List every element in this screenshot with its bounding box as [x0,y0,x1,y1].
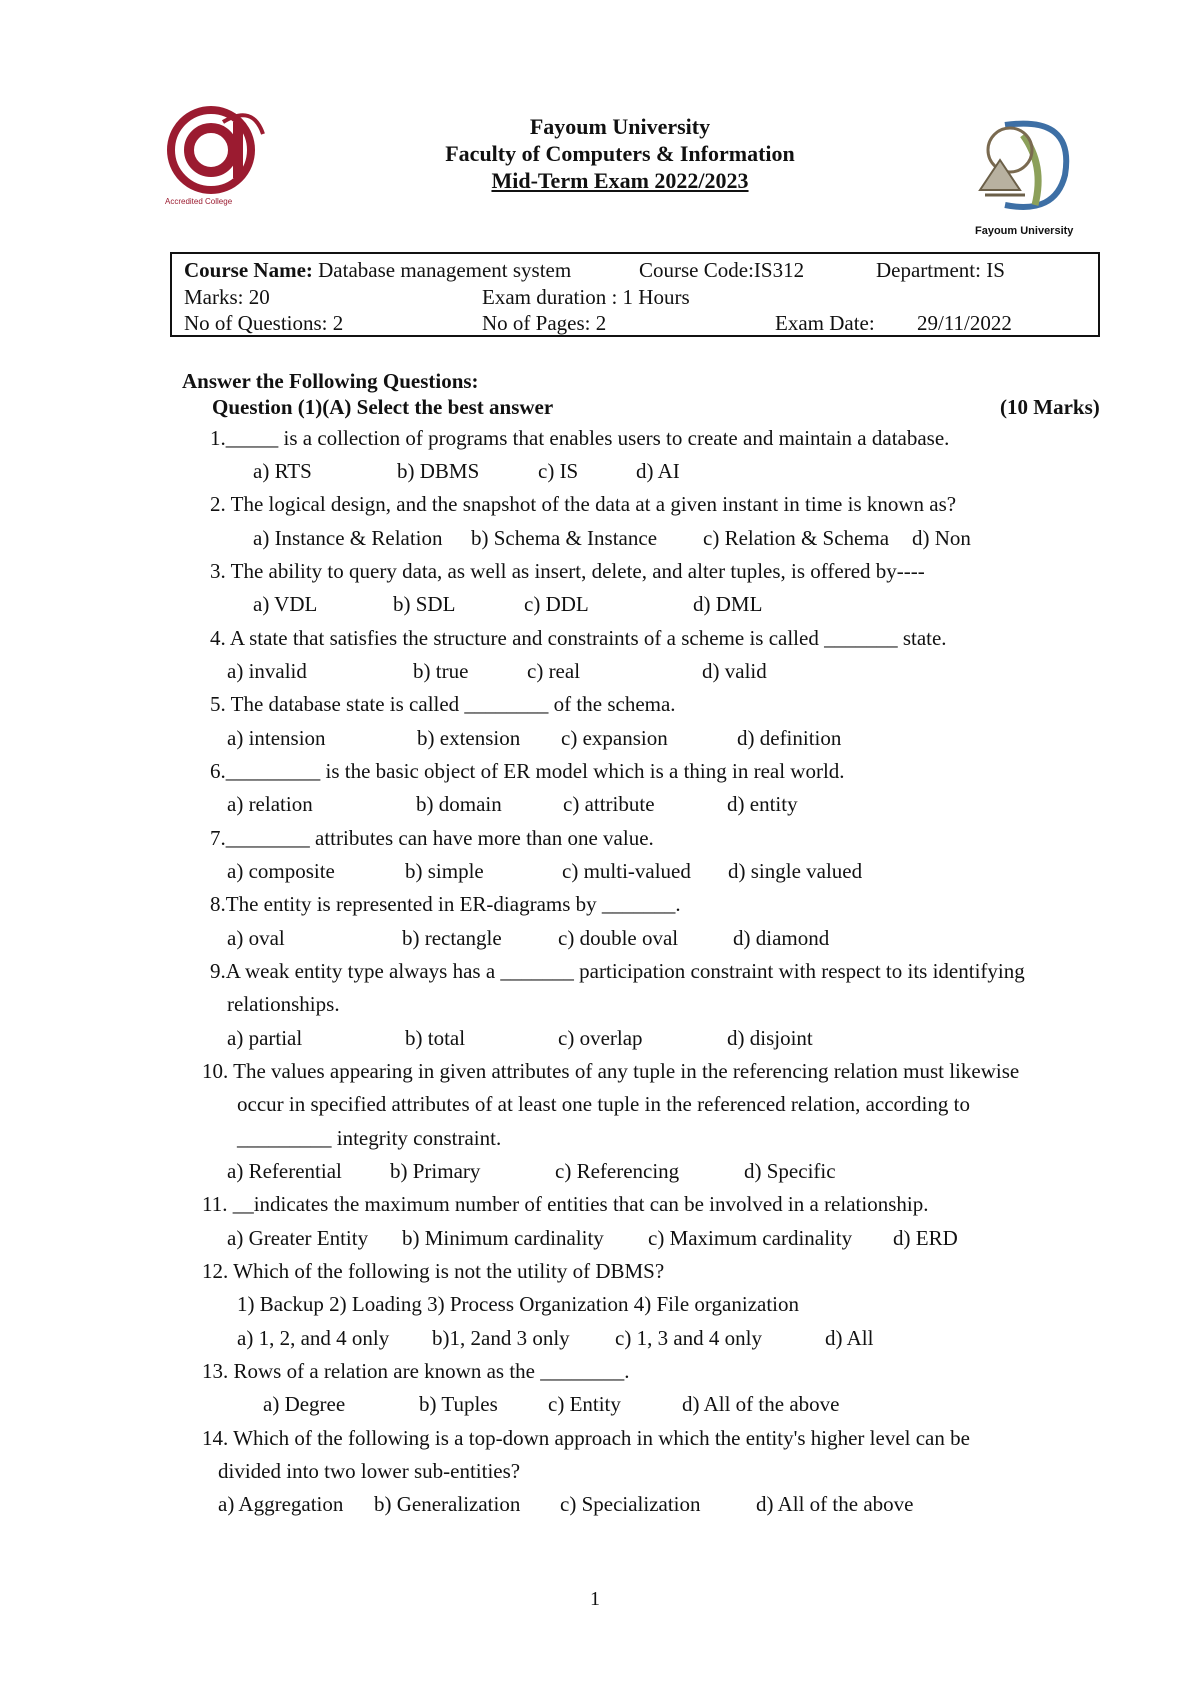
q11-option-d: d) ERD [893,1226,958,1250]
q12-option-a: a) 1, 2, and 4 only [237,1326,390,1350]
q10-option-c: c) Referencing [555,1159,680,1183]
question-14-line2: divided into two lower sub-entities? [218,1459,521,1483]
q9-option-a: a) partial [227,1026,303,1050]
question-5: 5. The database state is called ________ of the schema. [210,692,676,716]
q13-option-c: c) Entity [548,1392,621,1416]
faculty-name: Faculty of Computers & Information [445,141,795,166]
question-11: 11. __indicates the maximum number of entities that can be involved in a relationship. [202,1192,929,1216]
q7-option-c: c) multi-valued [562,859,691,883]
question-3: 3. The ability to query data, as well as insert, delete, and alter tuples, is offered by---- [210,559,925,583]
questions-count: No of Questions: 2 [184,311,344,335]
q13-option-a: a) Degree [263,1392,346,1416]
q14-option-c: c) Specialization [560,1492,701,1516]
q5-option-c: c) expansion [561,726,668,750]
question-9-line2: relationships. [227,992,340,1016]
question-7: 7.________ attributes can have more than one value. [210,826,654,850]
question-1: 1._____ is a collection of programs that enables users to create and maintain a database. [210,426,950,450]
course-name-value: Database management system [318,258,572,282]
q8-option-b: b) rectangle [402,926,502,950]
q10-option-b: b) Primary [390,1159,481,1183]
page-number: 1 [590,1588,600,1610]
q3-option-d: d) DML [693,592,763,616]
pages-count: No of Pages: 2 [482,311,607,335]
q7-option-b: b) simple [405,859,484,883]
q1-option-b: b) DBMS [397,459,480,483]
q14-option-b: b) Generalization [374,1492,521,1516]
question-4: 4. A state that satisfies the structure and constraints of a scheme is called _______ state. [210,626,947,650]
q2-option-b: b) Schema & Instance [471,526,658,550]
q1-option-c: c) IS [538,459,579,483]
exam-duration: Exam duration : 1 Hours [482,285,690,309]
q4-option-a: a) invalid [227,659,307,683]
question-6: 6._________ is the basic object of ER model which is a thing in real world. [210,759,845,783]
q11-option-b: b) Minimum cardinality [402,1226,604,1250]
question-10-line2: occur in specified attributes of at least one tuple in the referenced relation, according to [237,1092,970,1116]
q4-option-c: c) real [527,659,581,683]
section-title: Answer the Following Questions: [182,369,479,393]
question-12-line1: 12. Which of the following is not the utility of DBMS? [202,1259,665,1283]
question-9-line1 [210,959,1120,984]
question-10-line1: 10. The values appearing in given attributes of any tuple in the referencing relation must likewise [202,1059,1020,1083]
q7-option-d: d) single valued [728,859,863,883]
question-13: 13. Rows of a relation are known as the ________. [202,1359,630,1383]
department: Department: IS [876,258,1005,282]
question-2: 2. The logical design, and the snapshot of the data at a given instant in time is known as? [210,492,957,516]
q12-option-b: b)1, 2and 3 only [432,1326,570,1350]
q8-option-d: d) diamond [733,926,830,950]
q6-option-a: a) relation [227,792,313,816]
q11-option-a: a) Greater Entity [227,1226,369,1250]
question-8: 8.The entity is represented in ER-diagrams by _______. [210,892,681,916]
course-info-box [170,252,1100,337]
q10-option-d: d) Specific [744,1159,836,1183]
q3-option-a: a) VDL [253,592,318,616]
q5-option-a: a) intension [227,726,326,750]
q6-option-c: c) attribute [563,792,655,816]
university-logo-left [163,104,273,214]
exam-title: Mid-Term Exam 2022/2023 [491,168,749,193]
right-logo-caption: Fayoum University [975,225,1074,237]
q7-option-a: a) composite [227,859,335,883]
university-name: Fayoum University [529,114,711,139]
question-10-line3: _________ integrity constraint. [237,1126,502,1150]
marks: Marks: 20 [184,285,270,309]
q14-option-d: d) All of the above [756,1492,914,1516]
q12-option-c: c) 1, 3 and 4 only [615,1326,762,1350]
question-14-line1: 14. Which of the following is a top-down approach in which the entity's higher level can be [202,1426,970,1450]
q6-option-d: d) entity [727,792,798,816]
q3-option-c: c) DDL [524,592,589,616]
question-12-line2: 1) Backup 2) Loading 3) Process Organization 4) File organization [237,1292,800,1316]
q9-option-c: c) overlap [558,1026,643,1050]
course-name-row [184,258,571,283]
course-name-label: Course Name: [184,258,313,282]
q14-option-a: a) Aggregation [218,1492,344,1516]
q2-option-c: c) Relation & Schema [703,526,890,550]
q5-option-d: d) definition [737,726,842,750]
q11-option-c: c) Maximum cardinality [648,1226,853,1250]
q8-option-a: a) oval [227,926,285,950]
q2-option-a: a) Instance & Relation [253,526,443,550]
left-logo-caption: Accredited College [165,197,233,206]
question-9-text: 9.A weak entity type always has a _______ participation constraint with respect to its identifying [210,959,1025,983]
q5-option-b: b) extension [417,726,521,750]
exam-date-label: Exam Date: [775,311,875,335]
q2-option-d: d) Non [912,526,971,550]
question-marks: (10 Marks) [1000,395,1100,419]
q9-option-b: b) total [405,1026,466,1050]
q13-option-b: b) Tuples [419,1392,498,1416]
q3-option-b: b) SDL [393,592,456,616]
q1-option-a: a) RTS [253,459,312,483]
q9-option-d: d) disjoint [727,1026,813,1050]
q13-option-d: d) All of the above [682,1392,840,1416]
exam-date: 29/11/2022 [917,311,1012,335]
q1-option-d: d) AI [636,459,680,483]
q4-option-d: d) valid [702,659,767,683]
q12-option-d: d) All [825,1326,874,1350]
q4-option-b: b) true [413,659,469,683]
question-heading: Question (1)(A) Select the best answer [212,395,554,419]
course-code: Course Code:IS312 [639,258,805,282]
q6-option-b: b) domain [416,792,502,816]
q8-option-c: c) double oval [558,926,679,950]
university-logo-right [965,105,1095,235]
q10-option-a: a) Referential [227,1159,342,1183]
